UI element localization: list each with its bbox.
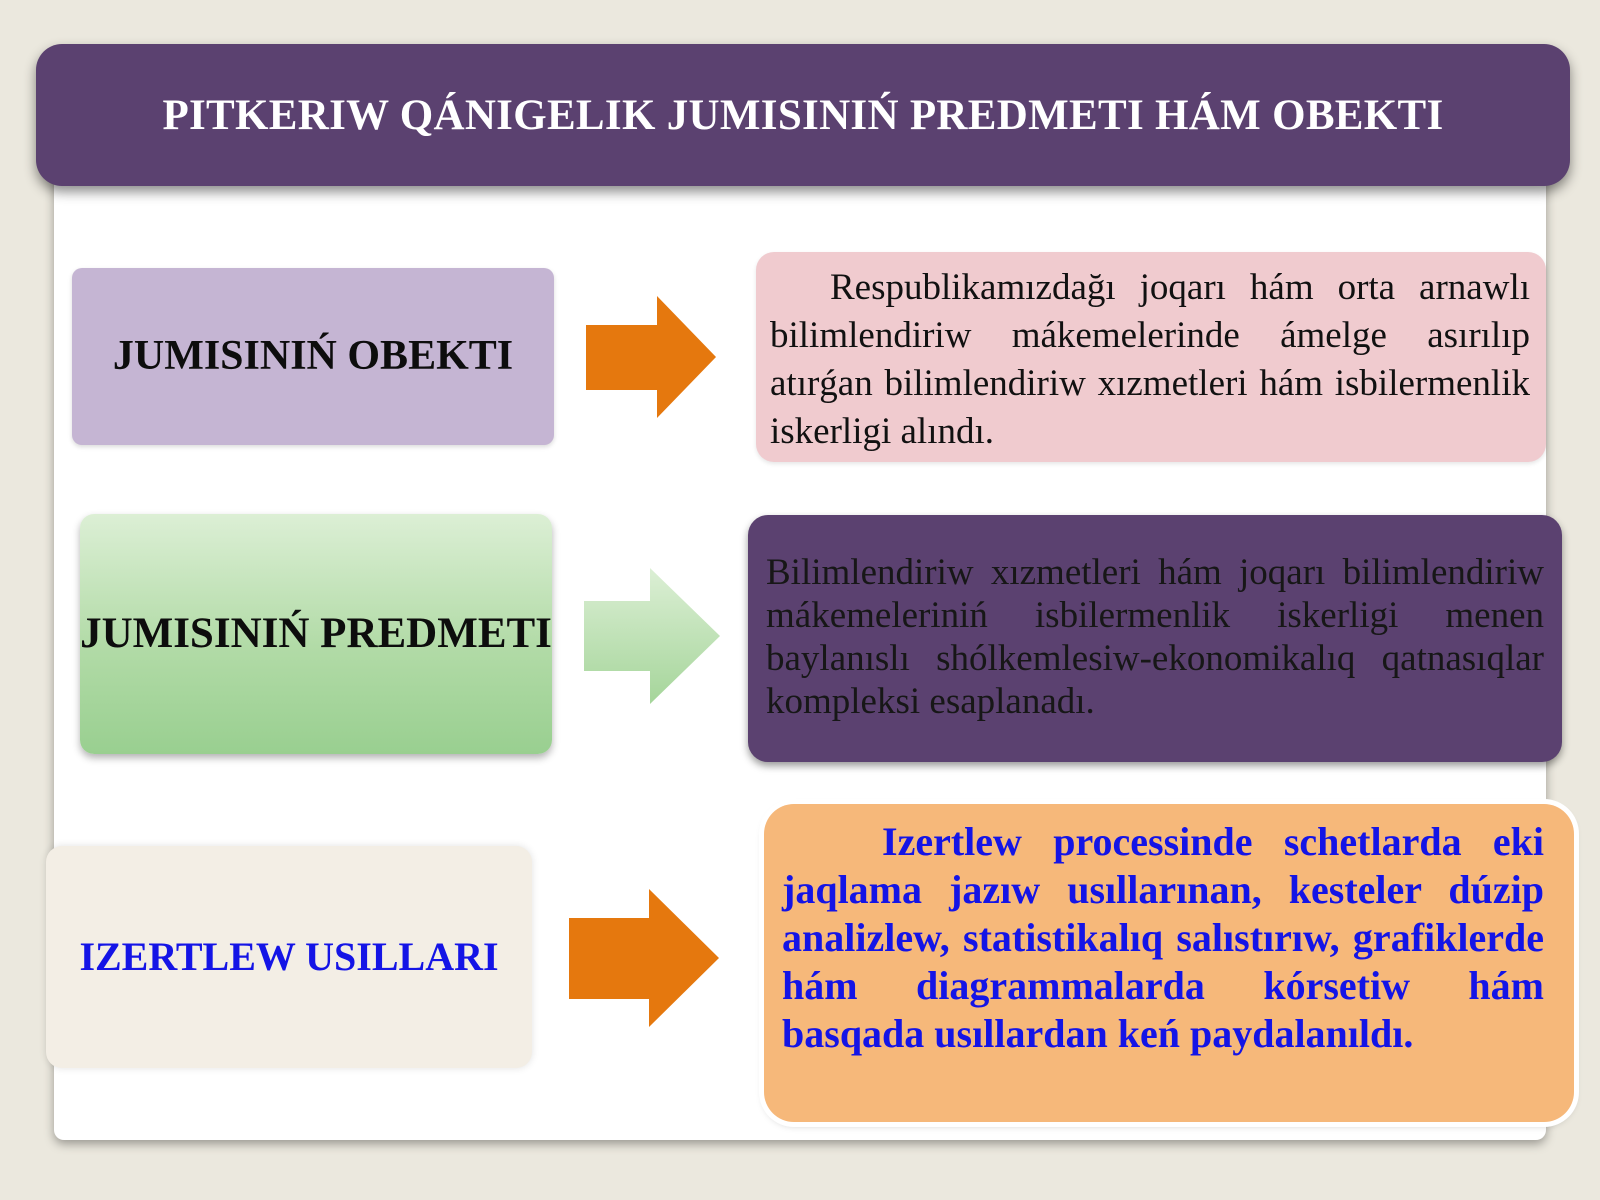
- methods-description: Izertlew processinde schetlarda eki jaqlama jazıw usıllarınan, kesteler dúzip analizlew, statistikalıq salıstırıw, grafiklerde hám diagrammalarda kórsetiw hám basqada usıllardan keń paydalanıldı.: [782, 819, 1544, 1056]
- subject-description-box: [748, 515, 1562, 762]
- object-label: JUMISINIŃ OBEKTI: [112, 333, 514, 380]
- object-description: Respublikamızdağı joqarı hám orta arnawlı bilimlendiriw mákemelerinde ámelge asırılıp atırǵan bilimlendiriw xızmetleri hám isbilermenlik iskerligi alındı.: [770, 267, 1530, 452]
- title-banner: [36, 44, 1570, 186]
- object-label-box: [72, 268, 554, 445]
- methods-description-box: [764, 804, 1574, 1122]
- methods-label-box: [46, 846, 532, 1068]
- right-arrow-icon: [569, 889, 719, 1027]
- right-arrow-icon: [586, 296, 716, 418]
- subject-description: Bilimlendiriw xızmetleri hám joqarı bilimlendiriw mákemeleriniń isbilermenlik iskerligi menen baylanıslı shólkemlesiw-ekonomikalıq qatnasıqlar kompleksi esaplanadı.: [766, 552, 1544, 722]
- object-description-box: [756, 252, 1546, 462]
- right-arrow-icon: [584, 568, 720, 704]
- subject-label-box: [80, 514, 552, 754]
- methods-label: IZERTLEW USILLARI: [79, 934, 499, 979]
- subject-label: JUMISINIŃ PREDMETI: [80, 610, 552, 658]
- page-title: PITKERIW QÁNIGELIK JUMISINIŃ PREDMETI HÁM OBEKTI: [162, 91, 1444, 139]
